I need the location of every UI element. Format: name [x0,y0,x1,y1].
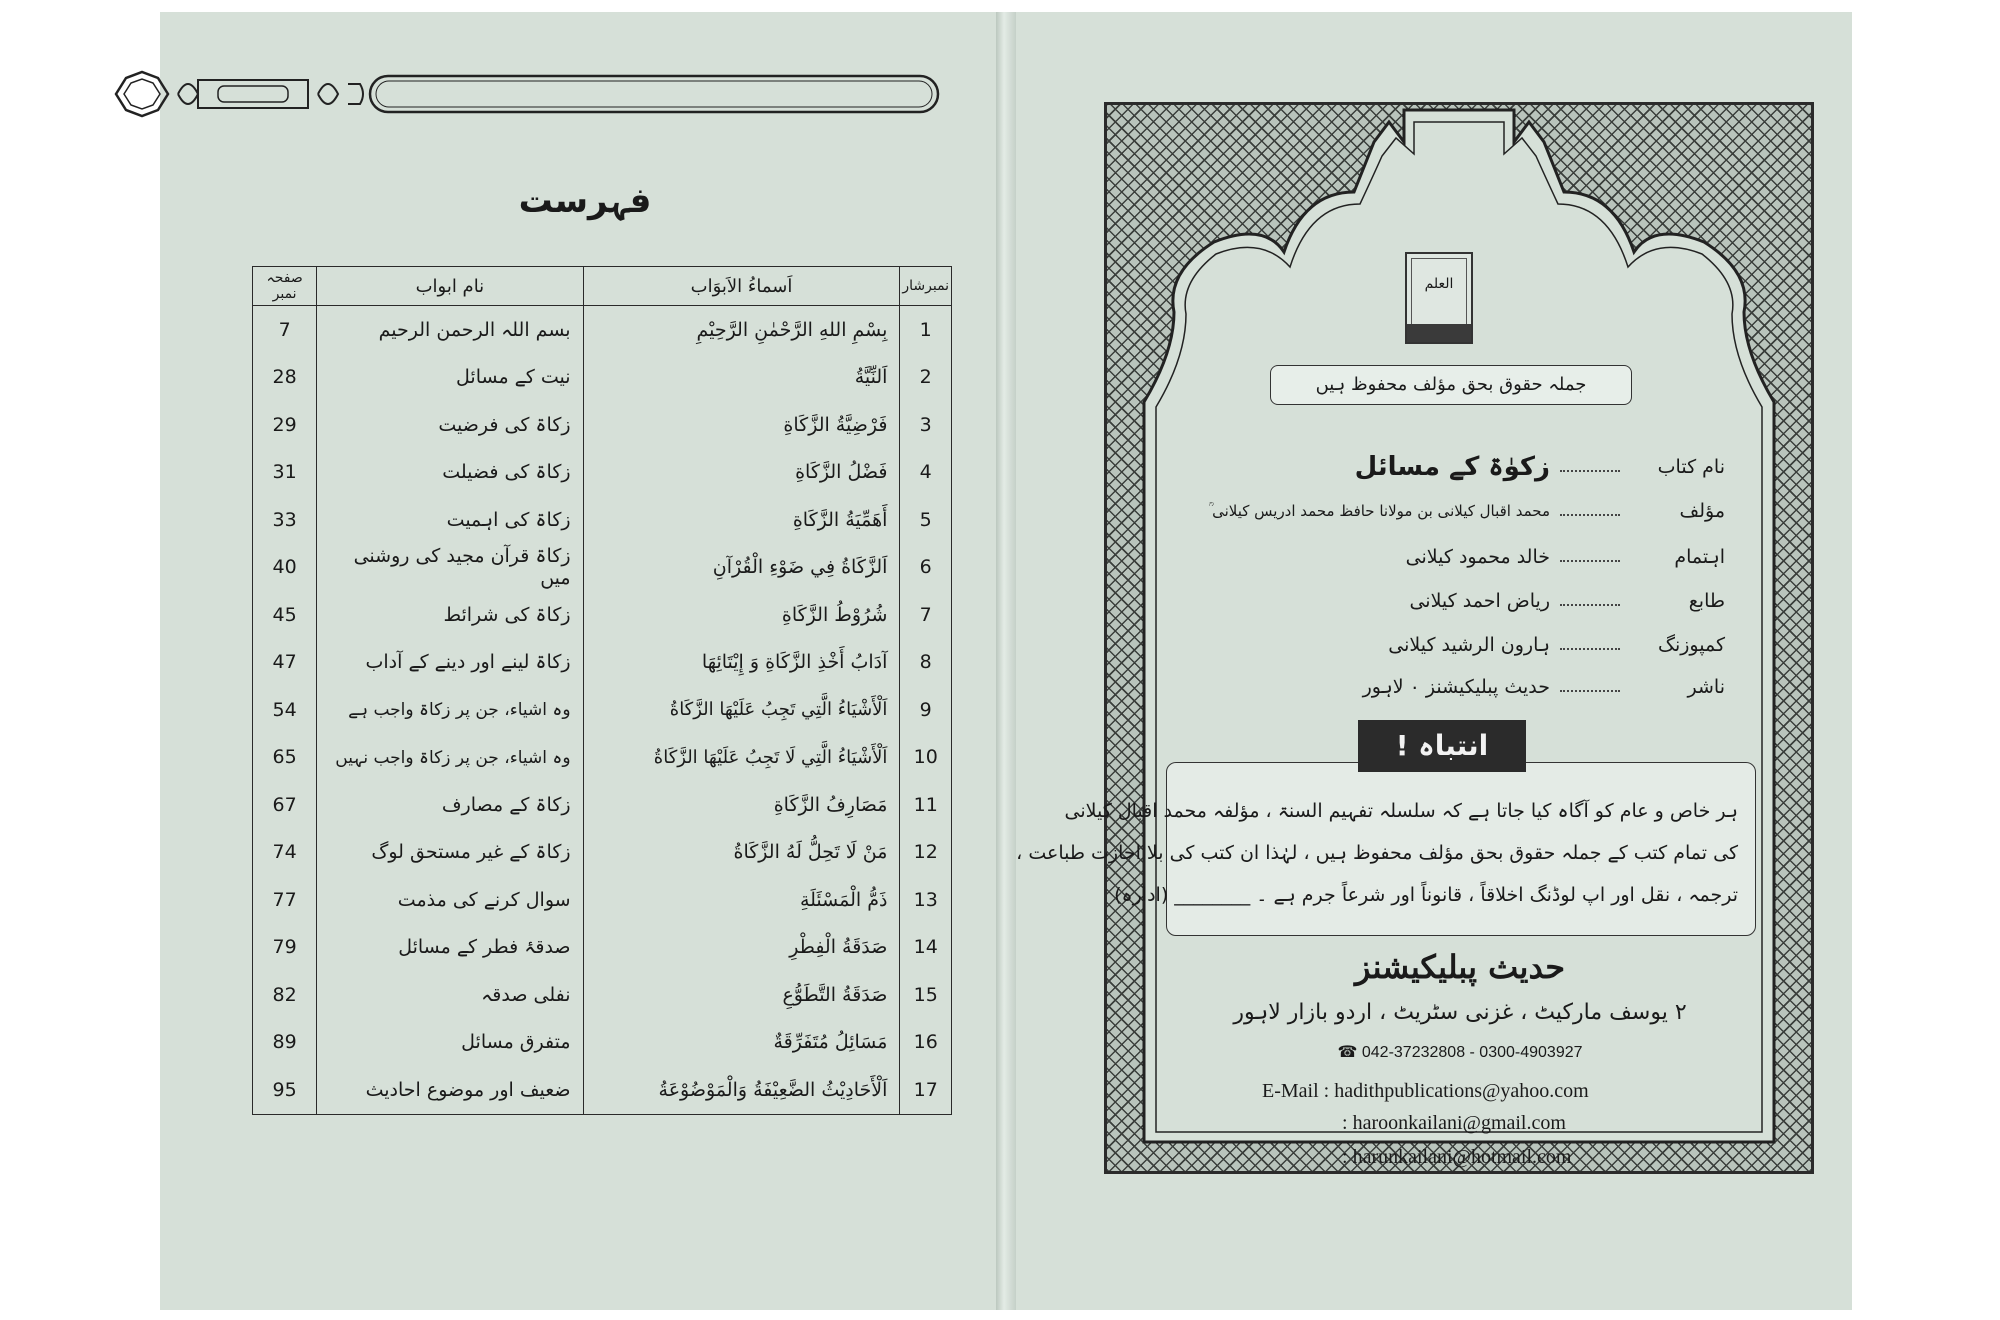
book-spine [996,12,1016,1310]
dotted-leader [1560,560,1620,562]
table-header-row [253,267,952,306]
row-page: 40 [253,544,317,592]
index-title: فہرست [518,181,652,221]
row-urdu: زکاۃ کی شرائط [317,591,583,639]
row-urdu: سوال کرنے کی مذمت [317,876,583,924]
row-number: 10 [900,734,952,782]
row-page: 29 [253,401,317,449]
row-number: 6 [900,544,952,592]
row-page: 47 [253,639,317,687]
emblem-text: العلم [1424,276,1454,292]
email-address: haroonkailani@gmail.com [1352,1112,1566,1134]
row-number: 3 [900,401,952,449]
info-value: ہارون الرشید کیلانی [1388,634,1550,656]
phone-number: 042-37232808 - 0300-4903927 [1361,1044,1583,1061]
row-arabic: اَلْأَشْيَاءُ الَّتِي تَجِبُ عَلَيْهَا الزَّكَاةُ [583,686,900,734]
row-arabic: اَلْأَحَادِيْثُ الضَّعِيْفَةُ وَالْمَوْضُوْعَةُ [583,1066,900,1114]
info-value: ریاض احمد کیلانی [1409,590,1550,612]
row-urdu: زکاۃ کے غیر مستحق لوگ [317,829,583,877]
email-line-2: : haroonkailani@gmail.com [1342,1112,1566,1134]
publisher-emblem [1405,252,1473,344]
email-label: E-Mail [1262,1080,1319,1102]
info-value: خالد محمود کیلانی [1405,546,1550,568]
table-row [253,971,952,1019]
table-row [253,1066,952,1114]
table-row [253,449,952,497]
row-number: 7 [900,591,952,639]
table-row [253,924,952,972]
row-page: 28 [253,354,317,402]
table-row [253,544,952,592]
table-row [253,401,952,449]
row-urdu: زکاۃ کی اہمیت [317,496,583,544]
row-number: 13 [900,876,952,924]
row-urdu: زکاۃ لینے اور دینے کے آداب [317,639,583,687]
row-number: 8 [900,639,952,687]
row-page: 89 [253,1019,317,1067]
row-arabic: صَدَقَةُ التَّطَوُّعِ [583,971,900,1019]
row-page: 74 [253,829,317,877]
row-arabic: اَلنِّيَّةُ [583,354,900,402]
email-line-3: : harunkailani@hotmail.com [1342,1146,1572,1168]
row-arabic: اَلْأَشْيَاءُ الَّتِي لَا تَجِبُ عَلَيْهَا الزَّكَاةُ [583,734,900,782]
row-number: 14 [900,924,952,972]
row-page: 31 [253,449,317,497]
info-label: ناشر [1687,676,1725,698]
info-row-publisher [1180,670,1725,704]
row-page: 95 [253,1066,317,1114]
row-page: 33 [253,496,317,544]
header-number: نمبرشار [900,267,952,306]
header-arabic: اَسماءُ الاَبوَاب [583,267,900,306]
dotted-leader [1560,648,1620,650]
row-arabic: اَلزَّكَاةُ فِي ضَوْءِ الْقُرْآنِ [583,544,900,592]
row-number: 17 [900,1066,952,1114]
info-label: کمپوزنگ [1657,634,1725,656]
table-row [253,639,952,687]
warning-line: کی تمام کتب کے جملہ حقوق بحق مؤلف محفوظ ہیں ، لہٰذا ان کتب کی بلا اجازت طباعت ، [1016,842,1738,864]
row-urdu: وہ اشیاء، جن پر زکاۃ واجب نہیں [317,734,583,782]
row-urdu: زکاۃ قرآن مجید کی روشنی میں [317,544,583,592]
warning-line: ترجمہ ، نقل اور اپ لوڈنگ اخلاقاً ، قانوناً اور شرعاً جرم ہے ۔ ________ (ادارہ) [1114,884,1738,906]
warning-title: انتباہ ! [1358,720,1526,772]
row-arabic: شُرُوْطُ الزَّكَاةِ [583,591,900,639]
info-row-title [1180,450,1725,484]
dotted-leader [1560,470,1620,472]
row-number: 1 [900,306,952,354]
table-row [253,306,952,354]
info-label: طابع [1688,590,1725,612]
dotted-leader [1560,514,1620,516]
row-urdu: متفرق مسائل [317,1019,583,1067]
row-urdu: نیت کے مسائل [317,354,583,402]
info-row-author [1180,494,1725,528]
row-number: 2 [900,354,952,402]
info-row-printer [1180,584,1725,618]
row-number: 11 [900,781,952,829]
row-page: 79 [253,924,317,972]
row-number: 16 [900,1019,952,1067]
phone-icon: ☎ [1337,1044,1358,1061]
row-arabic: مَنْ لَا تَحِلُّ لَهُ الزَّكَاةُ [583,829,900,877]
info-row-composing [1180,628,1725,662]
row-arabic: فَرْضِيَّةُ الزَّكَاةِ [583,401,900,449]
row-page: 67 [253,781,317,829]
row-urdu: زکاۃ کی فضیلت [317,449,583,497]
row-urdu: زکاۃ کے مصارف [317,781,583,829]
row-urdu: وہ اشیاء، جن پر زکاۃ واجب ہے [317,686,583,734]
publisher-name: حدیث پبلیکیشنز [1354,948,1566,986]
row-arabic: ذَمُّ الْمَسْئَلَةِ [583,876,900,924]
info-label: نام کتاب [1657,456,1725,478]
row-arabic: بِسْمِ اللهِ الرَّحْمٰنِ الرَّحِيْمِ [583,306,900,354]
row-page: 77 [253,876,317,924]
row-urdu: ضعیف اور موضوع احادیث [317,1066,583,1114]
row-page: 54 [253,686,317,734]
phone-line [1190,1042,1730,1062]
table-row [253,686,952,734]
info-value: حدیث پبلیکیشنز ۰ لاہور [1362,676,1550,698]
copyright-notice: جملہ حقوق بحق مؤلف محفوظ ہیں [1270,365,1632,405]
row-arabic: فَضْلُ الزَّكَاةِ [583,449,900,497]
emblem-band [1407,324,1471,342]
row-page: 45 [253,591,317,639]
index-table [252,266,952,1115]
row-number: 9 [900,686,952,734]
table-row [253,496,952,544]
row-urdu: صدقۂ فطر کے مسائل [317,924,583,972]
email-address: harunkailani@hotmail.com [1352,1146,1572,1168]
table-row [253,354,952,402]
info-row-supervision [1180,540,1725,574]
header-urdu: نام ابواب [317,267,583,306]
row-urdu: زکاۃ کی فرضیت [317,401,583,449]
row-arabic: أَهَمِّيَةُ الزَّكَاةِ [583,496,900,544]
row-arabic: صَدَقَةُ الْفِطْرِ [583,924,900,972]
book-title: زکوٰۃ کے مسائل [1354,452,1550,482]
info-label: مؤلف [1679,500,1725,522]
row-page: 7 [253,306,317,354]
row-number: 12 [900,829,952,877]
email-address: hadithpublications@yahoo.com [1334,1080,1589,1102]
row-urdu: بسم اللہ الرحمن الرحیم [317,306,583,354]
row-number: 5 [900,496,952,544]
row-arabic: مَصَارِفُ الزَّكَاةِ [583,781,900,829]
table-row [253,1019,952,1067]
info-label: اہتمام [1674,546,1725,568]
row-arabic: آدَابُ أَخْذِ الزَّكَاةِ وَ إِيْتَائِهَا [583,639,900,687]
table-row [253,591,952,639]
publisher-address: ۲ یوسف مارکیٹ ، غزنی سٹریٹ ، اردو بازار لاہور [1233,1000,1687,1025]
dotted-leader [1560,604,1620,606]
header-page: صفحہ نمبر [253,267,317,306]
table-row [253,781,952,829]
table-row [253,829,952,877]
header-ornament [98,64,958,124]
row-page: 65 [253,734,317,782]
warning-line: ہر خاص و عام کو آگاہ کیا جاتا ہے کہ سلسلہ تفہیم السنۃ ، مؤلفہ محمد اقبال کیلانی [1064,800,1738,822]
row-urdu: نفلی صدقہ [317,971,583,1019]
email-line-1: E-Mail : hadithpublications@yahoo.com [1262,1080,1589,1102]
info-value: محمد اقبال کیلانی بن مولانا حافظ محمد ادریس کیلانی ؒ [1208,502,1550,520]
row-arabic: مَسَائِلُ مُتَفَرِّقَةٌ [583,1019,900,1067]
table-row [253,734,952,782]
row-number: 15 [900,971,952,1019]
dotted-leader [1560,690,1620,692]
row-number: 4 [900,449,952,497]
table-row [253,876,952,924]
row-page: 82 [253,971,317,1019]
